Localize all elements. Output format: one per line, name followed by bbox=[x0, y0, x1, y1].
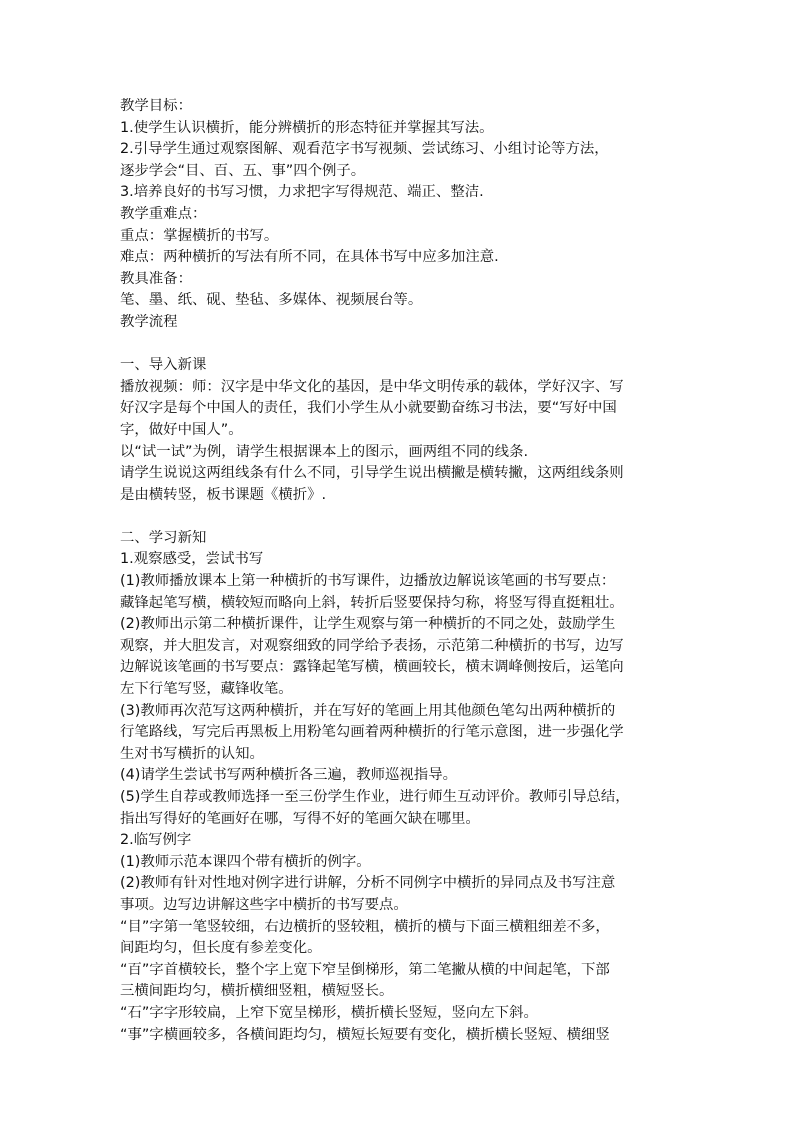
paragraph-line: 指出写得好的笔画好在哪，写得不好的笔画欠缺在哪里。 bbox=[120, 810, 480, 827]
paragraph-line: (1)教师示范本课四个带有横折的例字。 bbox=[120, 853, 371, 870]
paragraph-line: 藏锋起笔写横，横较短而略向上斜，转折后竖要保持匀称，将竖写得直挺粗壮。 bbox=[120, 594, 624, 611]
paragraph-line: 行笔路线，写完后再黑板上用粉笔勾画着两种横折的行笔示意图，进一步强化学 bbox=[120, 724, 624, 741]
paragraph-line: (5)学生自荐或教师选择一至三份学生作业，进行师生互动评价。教师引导总结， bbox=[120, 789, 630, 805]
heading-materials: 教具准备： bbox=[120, 270, 192, 287]
objective-2-cont: 逐步学会“目、百、五、事”四个例子。 bbox=[120, 162, 366, 179]
heading-key-points: 教学重难点： bbox=[120, 205, 207, 222]
paragraph-line: (3)教师再次范写这两种横折，并在写好的笔画上用其他颜色笔勾出两种横折的 bbox=[120, 702, 616, 719]
paragraph-line: “事”字横画较多，各横间距均匀，横短长短要有变化，横折横长竖短、横细竖 bbox=[120, 1026, 610, 1043]
paragraph-line: “百”字首横较长，整个字上宽下窄呈倒梯形，第二笔撇从横的中间起笔，下部 bbox=[120, 961, 610, 978]
heading-process: 教学流程 bbox=[120, 313, 178, 330]
paragraph-line: 请学生说说这两组线条有什么不同，引导学生说出横撇是横转撇，这两组线条则 bbox=[120, 465, 624, 482]
paragraph-line: 观察，并大胆发言，对观察细致的同学给予表扬，示范第二种横折的书写，边写 bbox=[120, 637, 624, 654]
heading-objectives: 教学目标： bbox=[120, 98, 192, 114]
subsection-heading: 1.观察感受，尝试书写 bbox=[120, 551, 264, 568]
section-1-heading: 一、导入新课 bbox=[120, 357, 207, 374]
paragraph-line: 边解说该笔画的书写要点：露锋起笔写横，横画较长，横末调峰侧按后，运笔向 bbox=[120, 659, 624, 676]
blank-line bbox=[120, 506, 680, 528]
paragraph-line: (2)教师有针对性地对例字进行讲解，分析不同例字中横折的异同点及书写注意 bbox=[120, 875, 616, 892]
objective-1: 1.使学生认识横折，能分辨横折的形态特征并掌握其写法。 bbox=[120, 119, 494, 136]
document-page bbox=[120, 96, 680, 1046]
difficult-point: 难点：两种横折的写法有所不同，在具体书写中应多加注意. bbox=[120, 249, 499, 266]
paragraph-line: “目”字第一笔竖较细，右边横折的竖较粗，横折的横与下面三横粗细差不多， bbox=[120, 918, 610, 935]
key-point: 重点：掌握横折的书写。 bbox=[120, 227, 279, 244]
paragraph-line: 是由横转竖，板书课题《横折》. bbox=[120, 486, 327, 503]
paragraph-line: 间距均匀，但长度有参差变化。 bbox=[120, 940, 322, 957]
materials-list: 笔、墨、纸、砚、垫毡、多媒体、视频展台等。 bbox=[120, 292, 423, 309]
paragraph-line: 以“试一试”为例，请学生根据课本上的图示，画两组不同的线条. bbox=[120, 443, 529, 460]
objective-3: 3.培养良好的书写习惯，力求把字写得规范、端正、整洁. bbox=[120, 184, 484, 201]
paragraph-line: 播放视频：师：汉字是中华文化的基因，是中华文明传承的载体，学好汉字、写 bbox=[120, 378, 624, 395]
paragraph-line: “石”字字形较扁，上窄下宽呈梯形，横折横长竖短，竖向左下斜。 bbox=[120, 1004, 538, 1021]
paragraph-line: 字，做好中国人”。 bbox=[120, 421, 243, 438]
section-2-heading: 二、学习新知 bbox=[120, 529, 207, 546]
paragraph-line: 事项。边写边讲解这些字中横折的书写要点。 bbox=[120, 896, 408, 913]
paragraph-line: 生对书写横折的认知。 bbox=[120, 745, 264, 762]
blank-line bbox=[120, 334, 680, 356]
subsection-heading: 2.临写例字 bbox=[120, 832, 192, 849]
paragraph-line: (1)教师播放课本上第一种横折的书写课件，边播放边解说该笔画的书写要点： bbox=[120, 573, 616, 590]
paragraph-line: 三横间距均匀，横折横细竖粗，横短竖长。 bbox=[120, 983, 394, 1000]
objective-2: 2.引导学生通过观察图解、观看范字书写视频、尝试练习、小组讨论等方法， bbox=[120, 141, 609, 158]
paragraph-line: 左下行笔写竖，藏锋收笔。 bbox=[120, 681, 293, 698]
paragraph-line: (4)请学生尝试书写两种横折各三遍，教师巡视指导。 bbox=[120, 767, 457, 784]
paragraph-line: 好汉字是每个中国人的责任，我们小学生从小就要勤奋练习书法，要“写好中国 bbox=[120, 400, 617, 417]
paragraph-line: (2)教师出示第二种横折课件，让学生观察与第一种横折的不同之处，鼓励学生 bbox=[120, 616, 616, 633]
